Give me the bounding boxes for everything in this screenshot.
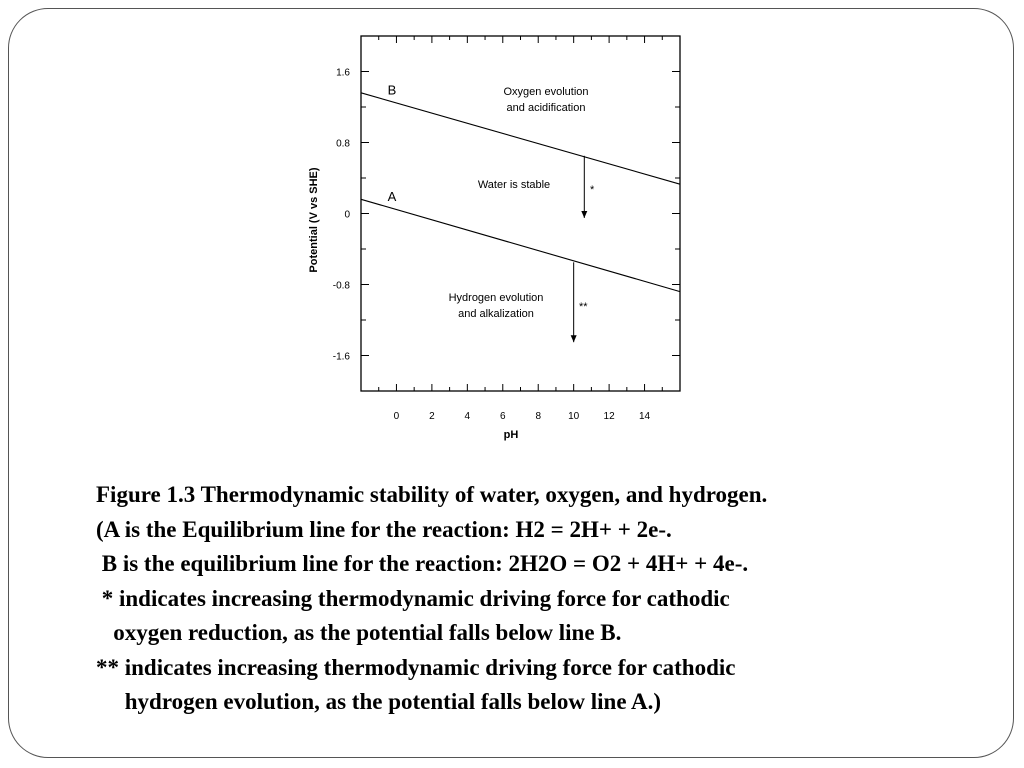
x-tick-label: 8 <box>535 411 542 422</box>
y-tick-label: 0.8 <box>336 138 350 150</box>
x-tick-label: 2 <box>429 411 435 422</box>
series-lines <box>361 93 680 292</box>
caption-line: oxygen reduction, as the potential falls below line B. <box>96 620 622 645</box>
oxygen-annotation-line2: and acidification <box>506 102 586 114</box>
series-label-b: B <box>387 82 397 98</box>
figure-caption <box>96 478 976 720</box>
region-annotations <box>449 86 595 320</box>
series-line-a <box>361 199 680 291</box>
x-tick-label: 6 <box>499 411 506 422</box>
arrow-head <box>581 211 587 218</box>
x-axis-label: pH <box>503 429 519 441</box>
x-tick-label: 0 <box>393 411 400 422</box>
caption-line: B is the equilibrium line for the reaction: 2H2O = O2 + 4H+ + 4e-. <box>96 551 749 576</box>
oxygen-annotation-line1: Oxygen evolution <box>503 86 589 98</box>
caption-line: ** indicates increasing thermodynamic driving force for cathodic <box>96 654 736 680</box>
caption-line: * indicates increasing thermodynamic driving force for cathodic <box>96 585 730 611</box>
x-tick-label: 12 <box>603 411 615 422</box>
caption-line: Figure 1.3 Thermodynamic stability of water, oxygen, and hydrogen. <box>96 482 768 507</box>
star-annotation: * <box>590 184 595 196</box>
arrows <box>571 156 588 342</box>
series-label-a: A <box>387 188 397 204</box>
caption-line: hydrogen evolution, as the potential falls below line A.) <box>96 689 662 714</box>
arrow-head <box>571 335 577 342</box>
y-tick-label: 1.6 <box>336 67 350 79</box>
y-axis-label: Potential (V vs SHE) <box>308 167 320 273</box>
caption-line: (A is the Equilibrium line for the reaction: H2 = 2H+ + 2e-. <box>96 516 672 542</box>
x-tick-labels <box>394 411 651 422</box>
hydrogen-annotation-line1: Hydrogen evolution <box>448 292 544 304</box>
x-tick-label: 10 <box>568 411 580 422</box>
y-tick-label: 0 <box>344 209 350 221</box>
y-tick-label: -0.8 <box>332 280 350 292</box>
double-star-annotation: ** <box>579 301 588 313</box>
water-annotation: Water is stable <box>477 179 551 191</box>
y-tick-label: -1.6 <box>332 351 350 363</box>
x-tick-label: 14 <box>638 411 651 422</box>
hydrogen-annotation-line2: and alkalization <box>458 308 534 320</box>
x-tick-label: 4 <box>464 411 471 422</box>
y-tick-labels <box>333 68 351 363</box>
